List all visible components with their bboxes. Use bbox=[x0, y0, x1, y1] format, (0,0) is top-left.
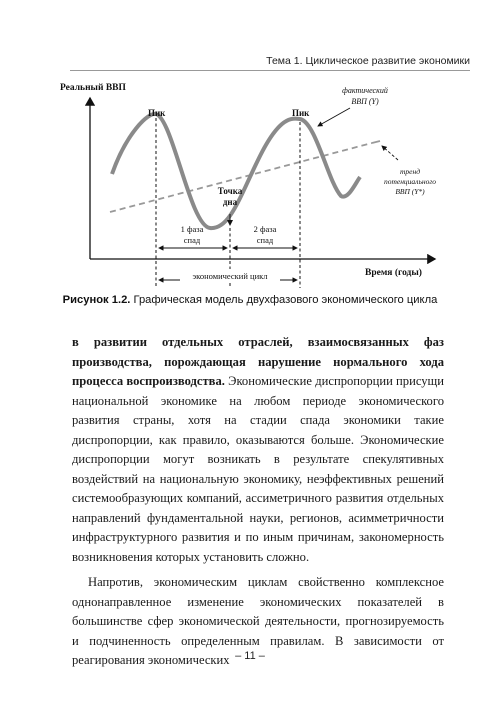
phase1-label-1: 1 фаза bbox=[180, 224, 204, 234]
actual-gdp-pointer bbox=[318, 108, 350, 126]
trough-label-2: дна bbox=[222, 197, 238, 207]
caption-label: Рисунок 1.2. bbox=[62, 294, 131, 306]
actual-gdp-label-2: ВВП (Y) bbox=[351, 97, 379, 106]
y-axis-label: Реальный ВВП bbox=[60, 83, 126, 93]
running-header: Тема 1. Циклическое развитие экономики bbox=[266, 55, 470, 67]
paragraph-1-text: Экономические диспропорции присущи национальной экономике на любом периоде экономического развития страны, хотя на стадии спада экономики такие диспропорции, как правило, оказываются больше. Экономические диспропорции могут возникать в результате спекулятивных воздействий на национальную экономику, неэффективных решений системообразующих компаний, ассиметричного развития отдельных направлений фундаментальной науки, регионов, асимметричности инфраструктурного развития и по иным причинам, закономерность возникновения которых установить сложно. bbox=[72, 374, 444, 564]
paragraph-2: Напротив, экономическим циклам свойственно комплексное однонаправленное изменение экономических показателей в большинстве сфер экономической деятельности, прогнозируемость и подчиненность определенным правилам. В зависимости от реагирования экономических bbox=[72, 575, 444, 667]
paragraph-1-bold: в развитии отдельных отраслей, взаимосвязанных фаз производства, порождающая нарушение нормального хода процесса воспроизводства. bbox=[72, 335, 444, 388]
figure-caption bbox=[60, 293, 440, 308]
actual-gdp-curve bbox=[112, 114, 360, 228]
trend-pointer bbox=[382, 146, 398, 160]
caption-text: Графическая модель двухфазового экономического цикла bbox=[133, 294, 438, 306]
phase2-label-2: спад bbox=[256, 235, 274, 245]
trend-line-tail bbox=[372, 141, 380, 143]
peak2-label: Пик bbox=[292, 108, 310, 118]
body-text bbox=[72, 333, 444, 671]
trough-label-1: Точка bbox=[217, 186, 243, 196]
trend-label-3: ВВП (Y*) bbox=[395, 187, 425, 196]
x-axis-label: Время (годы) bbox=[365, 268, 422, 278]
header-rule bbox=[70, 70, 470, 71]
business-cycle-figure bbox=[60, 76, 460, 291]
actual-gdp-label-1: фактический bbox=[342, 86, 388, 95]
peak1-label: Пик bbox=[148, 108, 166, 118]
paragraph-1 bbox=[72, 333, 444, 567]
phase1-label-2: спад bbox=[183, 235, 201, 245]
trend-label-2: потенциального bbox=[383, 177, 437, 186]
phase2-label-1: 2 фаза bbox=[253, 224, 277, 234]
page-number: – 11 – bbox=[235, 650, 265, 662]
cycle-label: экономический цикл bbox=[192, 271, 268, 281]
trend-label-1: тренд bbox=[399, 167, 421, 176]
